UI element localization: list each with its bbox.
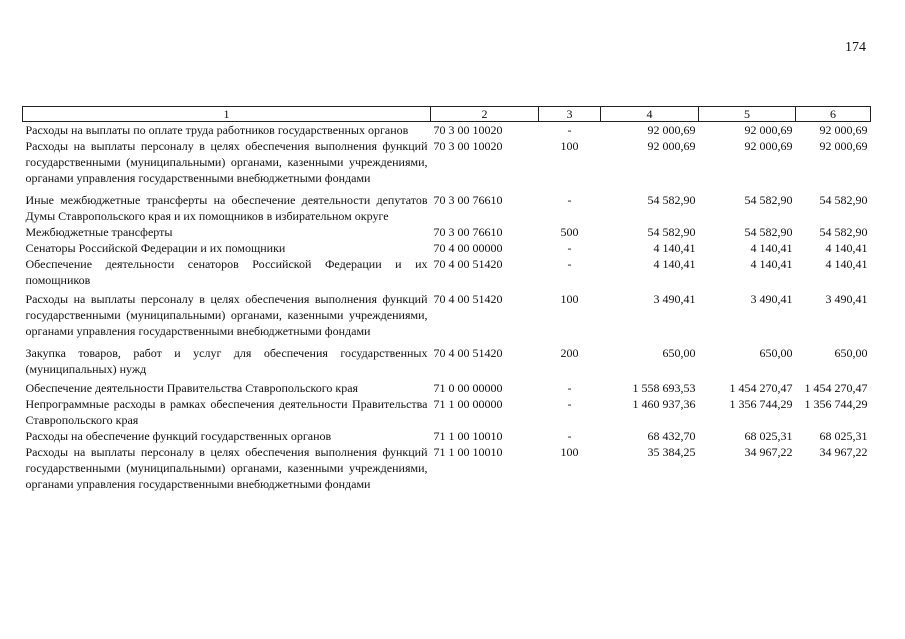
header-col-1: 1 (23, 107, 431, 122)
row-expense-type: 100 (560, 292, 579, 306)
row-value-2: 92 000,69 (744, 123, 793, 137)
row-value-1: 4 140,41 (653, 257, 696, 271)
table-row (23, 428, 871, 444)
row-value-2: 92 000,69 (744, 139, 793, 153)
row-value-3: 4 140,41 (825, 257, 868, 271)
row-name: Закупка товаров, работ и услуг для обеспечения государственных (муниципальных) нужд (25, 346, 428, 376)
row-name: Расходы на выплаты персоналу в целях обеспечения выполнения функций государственными (муниципальными) органами, казенными учреждениями, органами управления государственными внебюджетными фондами (25, 445, 428, 491)
row-code: 70 4 00 51420 (433, 346, 503, 360)
row-name: Расходы на выплаты персоналу в целях обеспечения выполнения функций государственными (муниципальными) органами, казенными учреждениями, органами управления государственными внебюджетными фондами (25, 292, 428, 338)
budget-table (22, 106, 871, 492)
table-row (23, 240, 871, 256)
row-value-1: 1 460 937,36 (632, 397, 696, 411)
table-row (23, 256, 871, 288)
table-row (23, 444, 871, 492)
row-value-3: 34 967,22 (819, 445, 868, 459)
row-value-1: 1 558 693,53 (632, 381, 696, 395)
row-expense-type: 500 (560, 225, 579, 239)
row-name: Расходы на обеспечение функций государственных органов (25, 429, 332, 443)
table-header (23, 107, 871, 122)
row-name: Иные межбюджетные трансферты на обеспечение деятельности депутатов Думы Ставропольского края и их помощников в избирательном округе (25, 193, 428, 223)
page-number: 174 (845, 40, 866, 55)
row-value-2: 4 140,41 (750, 257, 793, 271)
row-value-2: 54 582,90 (744, 225, 793, 239)
row-name: Обеспечение деятельности сенаторов Российской Федерации и их помощников (25, 257, 428, 287)
row-value-2: 68 025,31 (744, 429, 793, 443)
table-row (23, 288, 871, 339)
header-col-4: 4 (601, 107, 699, 122)
row-value-2: 3 490,41 (750, 292, 793, 306)
row-expense-type: - (567, 193, 572, 207)
row-code: 71 1 00 10010 (433, 429, 503, 443)
table-row (23, 339, 871, 377)
row-value-1: 54 582,90 (647, 225, 696, 239)
row-value-3: 1 356 744,29 (804, 397, 868, 411)
row-expense-type: - (567, 241, 572, 255)
row-value-3: 54 582,90 (819, 225, 868, 239)
header-col-2: 2 (431, 107, 539, 122)
row-code: 70 4 00 51420 (433, 257, 503, 271)
row-expense-type: - (567, 381, 572, 395)
table-row (23, 377, 871, 396)
row-name: Расходы на выплаты персоналу в целях обеспечения выполнения функций государственными (муниципальными) органами, казенными учреждениями, органами управления государственными внебюджетными фондами (25, 139, 428, 185)
row-value-2: 1 356 744,29 (729, 397, 793, 411)
row-value-3: 3 490,41 (825, 292, 868, 306)
table-row (23, 138, 871, 186)
row-code: 70 4 00 00000 (433, 241, 503, 255)
row-value-2: 1 454 270,47 (729, 381, 793, 395)
row-expense-type: 100 (560, 139, 579, 153)
row-value-2: 34 967,22 (744, 445, 793, 459)
row-name: Непрограммные расходы в рамках обеспечения деятельности Правительства Ставропольского края (25, 397, 428, 427)
row-code: 70 4 00 51420 (433, 292, 503, 306)
row-value-3: 68 025,31 (819, 429, 868, 443)
row-expense-type: - (567, 429, 572, 443)
row-expense-type: - (567, 257, 572, 271)
row-value-3: 1 454 270,47 (804, 381, 868, 395)
row-value-2: 650,00 (759, 346, 793, 360)
row-expense-type: 100 (560, 445, 579, 459)
row-value-2: 54 582,90 (744, 193, 793, 207)
row-value-1: 3 490,41 (653, 292, 696, 306)
header-col-3: 3 (539, 107, 601, 122)
row-value-3: 92 000,69 (819, 139, 868, 153)
row-name: Обеспечение деятельности Правительства Ставропольского края (25, 381, 359, 395)
header-col-5: 5 (699, 107, 796, 122)
row-value-1: 68 432,70 (647, 429, 696, 443)
row-value-3: 92 000,69 (819, 123, 868, 137)
table-row (23, 396, 871, 428)
row-code: 70 3 00 76610 (433, 225, 503, 239)
row-value-1: 92 000,69 (647, 123, 696, 137)
header-col-6: 6 (796, 107, 871, 122)
row-value-1: 650,00 (662, 346, 696, 360)
row-value-1: 92 000,69 (647, 139, 696, 153)
row-value-3: 650,00 (834, 346, 868, 360)
row-code: 71 1 00 00000 (433, 397, 503, 411)
row-expense-type: - (567, 397, 572, 411)
row-name: Сенаторы Российской Федерации и их помощники (25, 241, 286, 255)
table-row (23, 122, 871, 139)
row-value-2: 4 140,41 (750, 241, 793, 255)
row-expense-type: - (567, 123, 572, 137)
row-code: 70 3 00 10020 (433, 123, 503, 137)
row-value-1: 4 140,41 (653, 241, 696, 255)
row-code: 71 0 00 00000 (433, 381, 503, 395)
row-code: 70 3 00 76610 (433, 193, 503, 207)
row-expense-type: 200 (560, 346, 579, 360)
row-code: 71 1 00 10010 (433, 445, 503, 459)
row-code: 70 3 00 10020 (433, 139, 503, 153)
row-value-3: 4 140,41 (825, 241, 868, 255)
row-name: Расходы на выплаты по оплате труда работников государственных органов (25, 123, 409, 137)
row-value-1: 35 384,25 (647, 445, 696, 459)
row-value-1: 54 582,90 (647, 193, 696, 207)
row-name: Межбюджетные трансферты (25, 225, 173, 239)
table-row (23, 186, 871, 224)
table-row (23, 224, 871, 240)
row-value-3: 54 582,90 (819, 193, 868, 207)
